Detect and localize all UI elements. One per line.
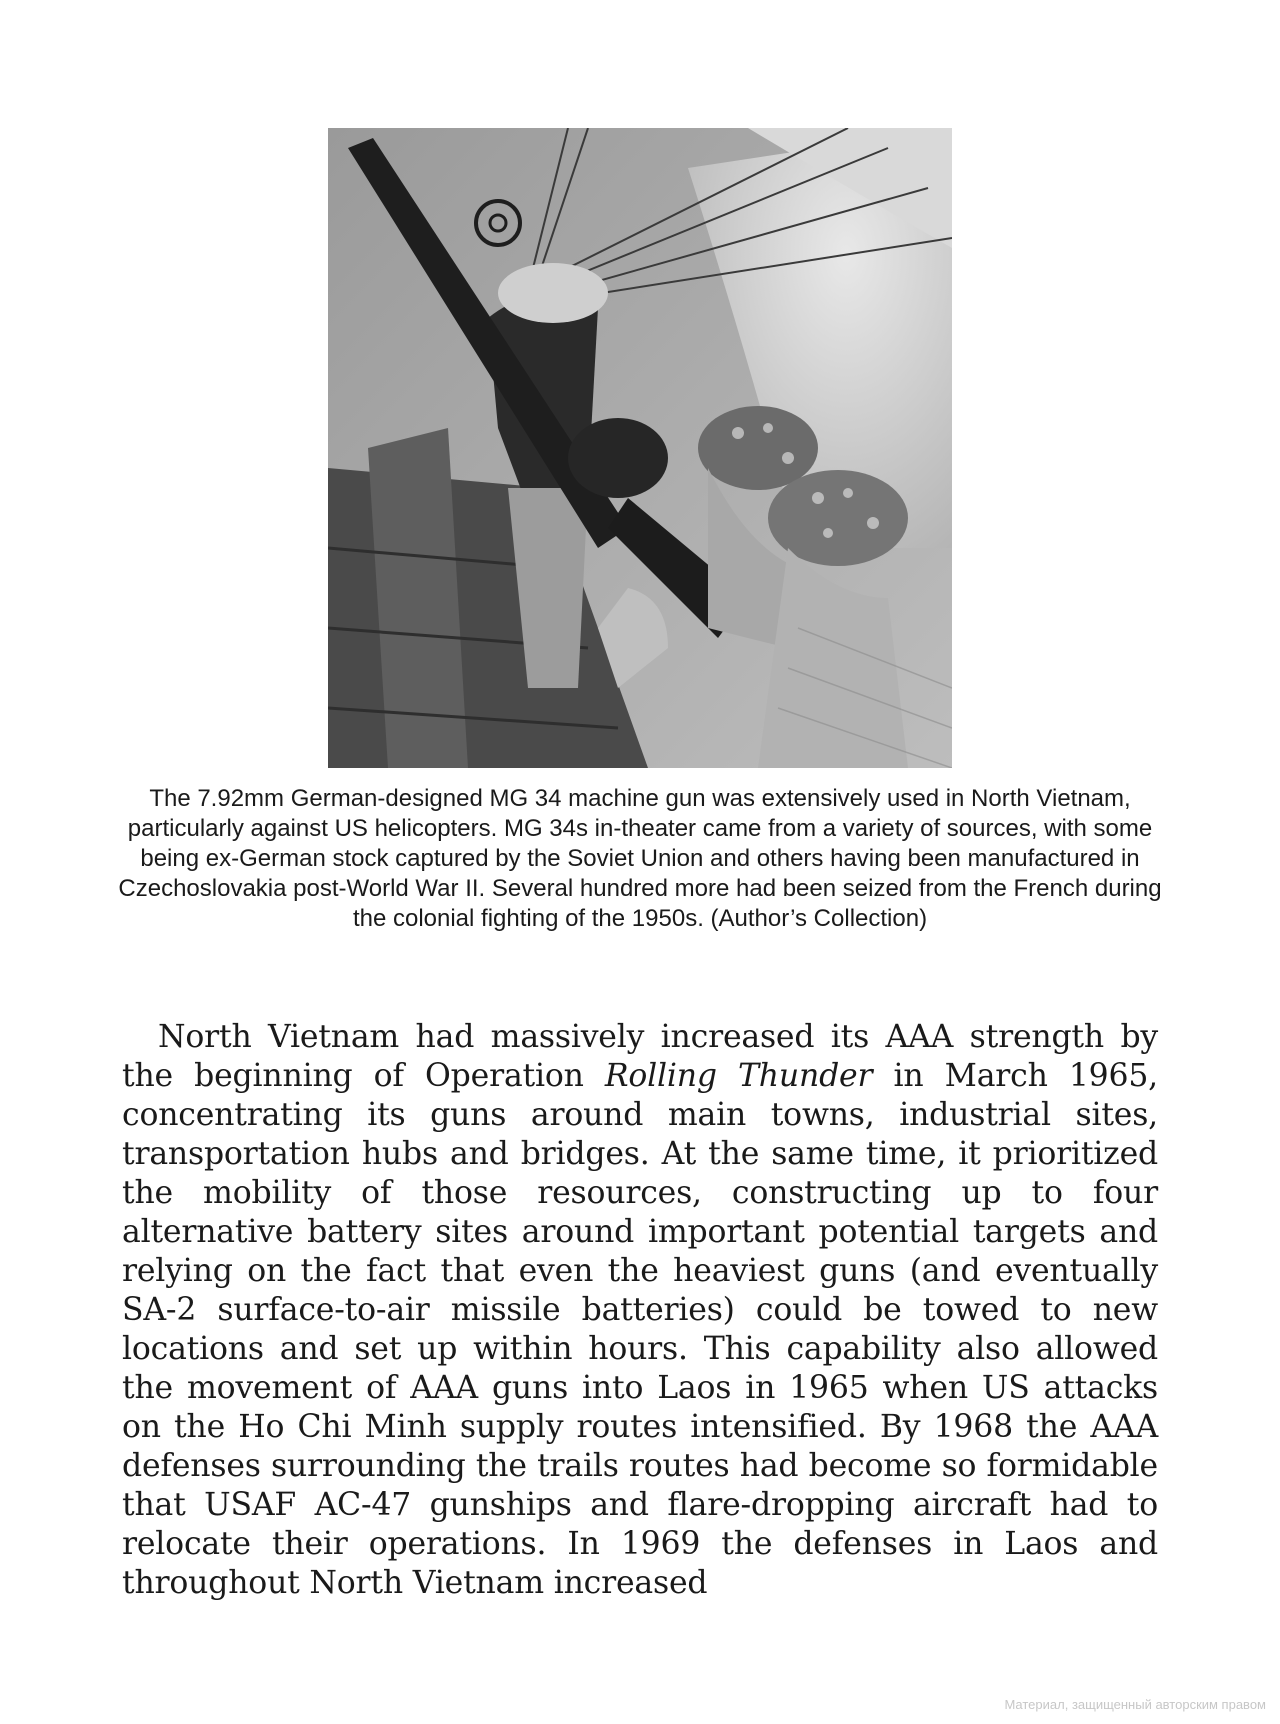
figure-caption: The 7.92mm German-designed MG 34 machine gun was extensively used in North Vietnam, particularly against US helicopters. MG 34s in-theater came from a variety of sources, with some being ex-German stock captured by the Soviet Union and others having been manufactured in Czechoslovakia post-World War II. Several hundred more had been seized from the French during the colonial fighting of the 1950s. (Author’s Collection) <box>118 785 1162 932</box>
body-text-part1: North Vietnam had massively increased its AAA strength by the beginning of Operation <box>122 1019 1158 1094</box>
body-paragraph <box>122 1018 1158 1603</box>
figure-photo <box>328 128 952 768</box>
photo-illustration <box>328 128 952 768</box>
copyright-watermark: Материал, защищенный авторским правом <box>1004 1697 1266 1712</box>
body-text-part2: in March 1965, concentrating its guns around main towns, industrial sites, transportation hubs and bridges. At the same time, it prioritized the mobility of those resources, constructing up to four alternative battery sites around important potential targets and relying on the fact that even the heaviest guns (and eventually SA-2 surface-to-air missile batteries) could be towed to new locations and set up within hours. This capability also allowed the movement of AAA guns into Laos in 1965 when US attacks on the Ho Chi Minh supply routes intensified. By 1968 the AAA defenses surrounding the trails routes had become so formidable that USAF AC-47 gunships and flare-dropping aircraft had to relocate their operations. In 1969 the defenses in Laos and throughout North Vietnam increased <box>122 1058 1158 1601</box>
operation-name-italic: Rolling Thunder <box>604 1058 873 1094</box>
